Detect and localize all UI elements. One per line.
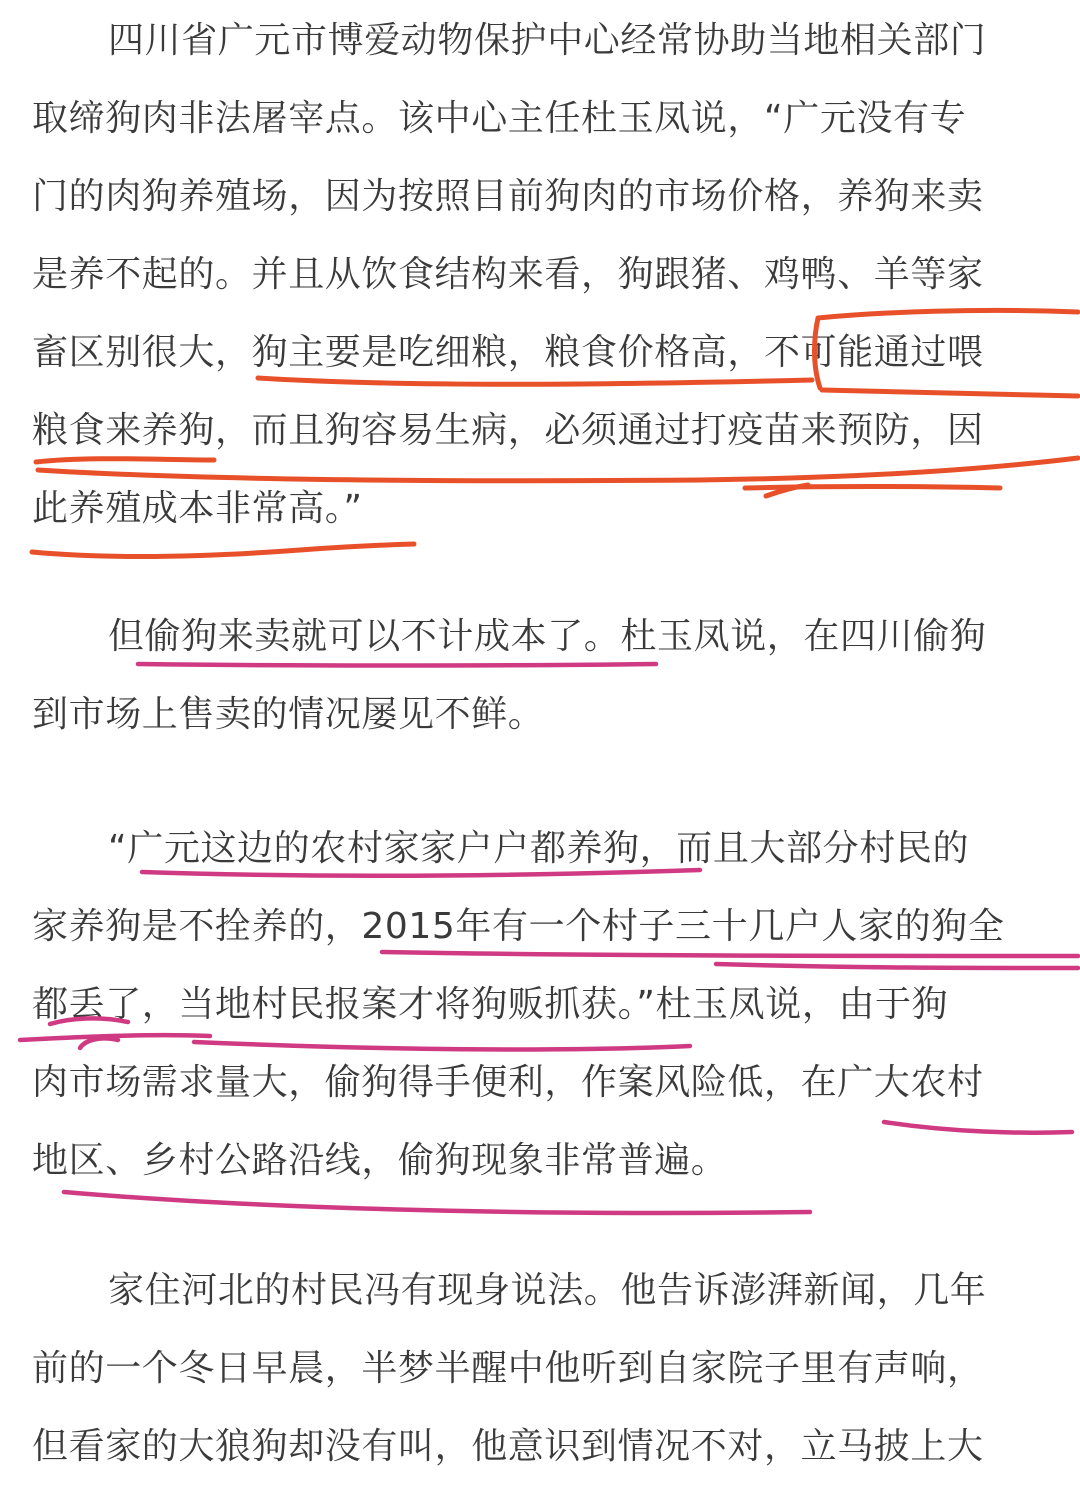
text-line: 但偷狗来卖就可以不计成本了。杜玉凤说，在四川偷狗 <box>108 616 987 657</box>
text-line: 家养狗是不拴养的，2015年有一个村子三十几户人家的狗全 <box>32 906 1005 947</box>
paragraph-3 <box>32 810 1050 1200</box>
text-line: 此养殖成本非常高。” <box>32 488 363 529</box>
text-line: 肉市场需求量大，偷狗得手便利，作案风险低，在广大农村 <box>32 1062 984 1103</box>
text-line: 门的肉狗养殖场，因为按照目前狗肉的市场价格，养狗来卖 <box>32 176 984 217</box>
text-line: 畜区别很大，狗主要是吃细粮，粮食价格高，不可能通过喂 <box>32 332 984 373</box>
text-line: 粮食来养狗，而且狗容易生病，必须通过打疫苗来预防，因 <box>32 410 984 451</box>
text-line: 地区、乡村公路沿线，偷狗现象非常普遍。 <box>32 1140 728 1181</box>
text-line: 到市场上售卖的情况屡见不鲜。 <box>32 694 545 735</box>
text-line: “广元这边的农村家家户户都养狗，而且大部分村民的 <box>108 828 970 869</box>
paragraph-2 <box>32 598 1050 754</box>
text-line: 取缔狗肉非法屠宰点。该中心主任杜玉凤说，“广元没有专 <box>32 98 967 139</box>
text-line: 都丢了，当地村民报案才将狗贩抓获。”杜玉凤说，由于狗 <box>32 984 949 1025</box>
text-line: 但看家的大狼狗却没有叫，他意识到情况不对，立马披上大 <box>32 1426 984 1467</box>
paragraph-4 <box>32 1252 1050 1486</box>
paragraph-1 <box>32 2 1050 548</box>
text-line: 家住河北的村民冯有现身说法。他告诉澎湃新闻，几年 <box>108 1270 987 1311</box>
text-line: 前的一个冬日早晨，半梦半醒中他听到自家院子里有声响， <box>32 1348 984 1389</box>
text-line: 是养不起的。并且从饮食结构来看，狗跟猪、鸡鸭、羊等家 <box>32 254 984 295</box>
text-line: 四川省广元市博爱动物保护中心经常协助当地相关部门 <box>108 20 987 61</box>
